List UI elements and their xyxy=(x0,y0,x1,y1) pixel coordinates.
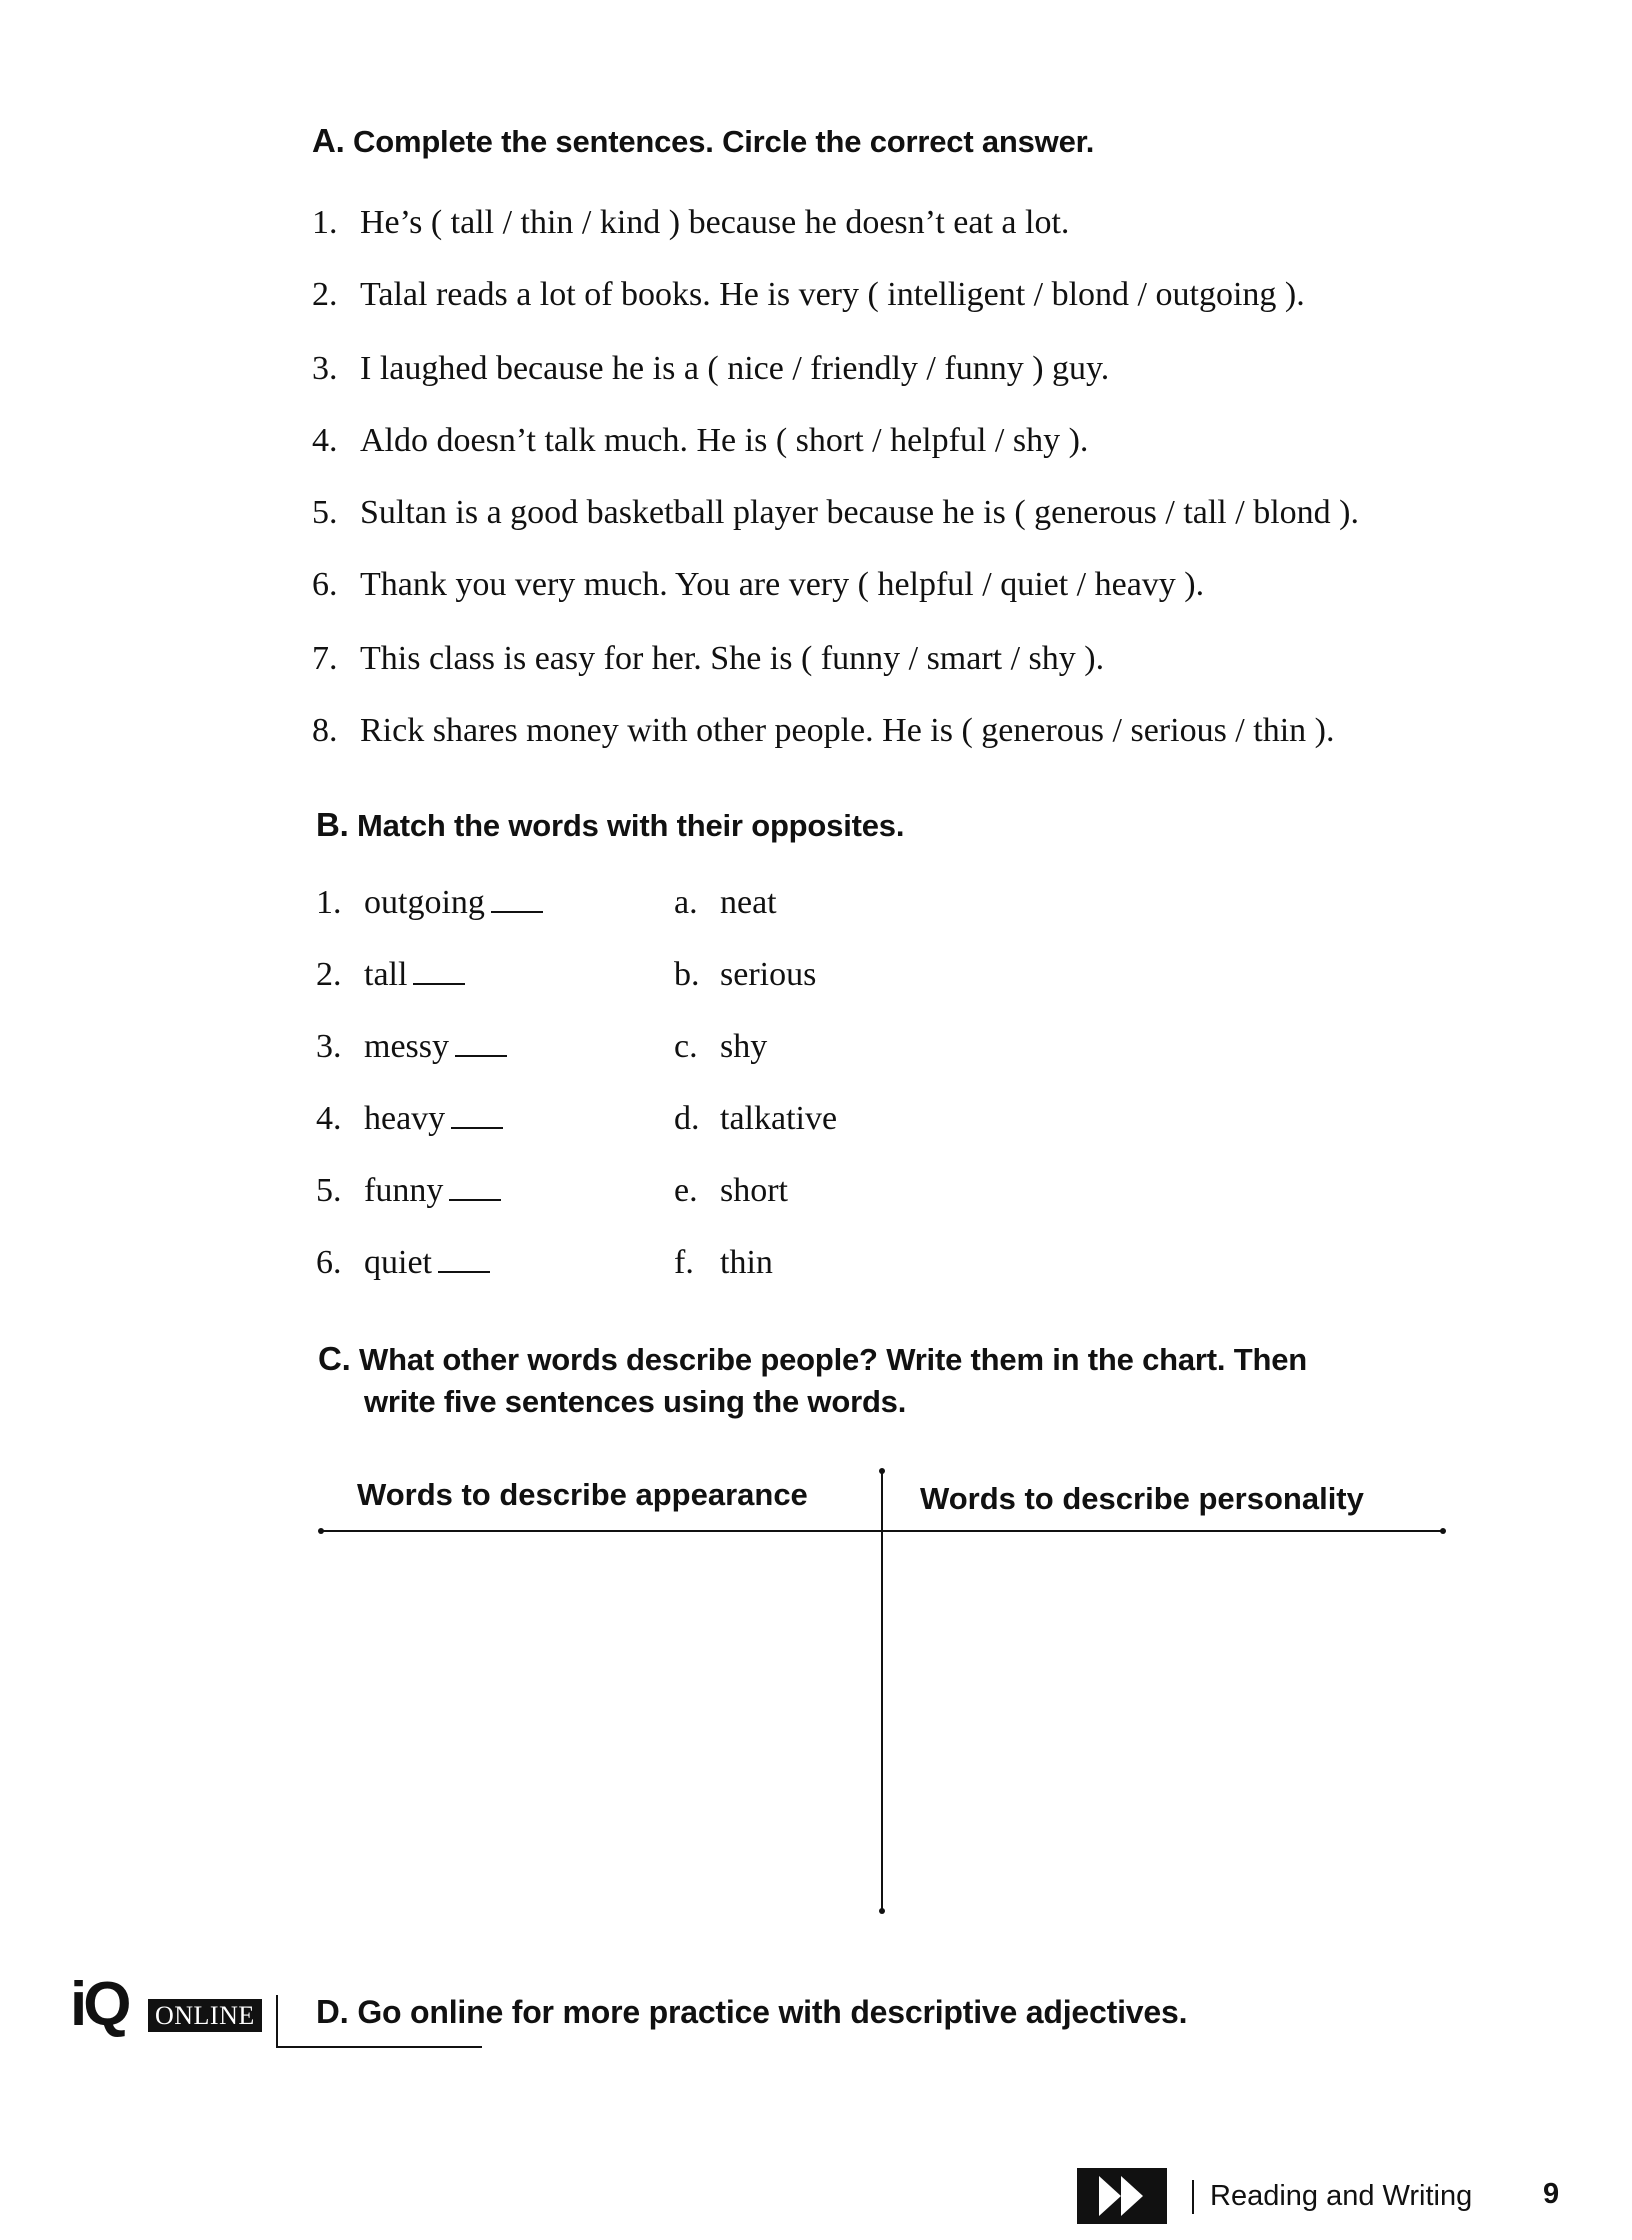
match-word-left xyxy=(316,884,543,922)
section-b-heading xyxy=(316,806,904,844)
match-number: 5. xyxy=(316,1172,342,1209)
online-badge: ONLINE xyxy=(148,1999,262,2032)
section-b-letter: B. xyxy=(316,806,349,843)
match-word-left xyxy=(316,1244,490,1282)
item-sentence: He’s ( tall / thin / kind ) because he doesn’t eat a lot. xyxy=(360,204,1070,241)
section-a-heading xyxy=(312,122,1094,160)
match-opposite: neat xyxy=(720,884,777,921)
section-a-item xyxy=(312,640,1104,678)
match-word-left xyxy=(316,956,465,994)
fast-forward-icon xyxy=(1077,2168,1167,2224)
match-number: 6. xyxy=(316,1244,342,1281)
match-word: funny xyxy=(364,1172,444,1209)
item-number: 8. xyxy=(312,712,338,749)
match-word-right xyxy=(674,1244,773,1282)
answer-blank[interactable] xyxy=(413,961,465,985)
item-sentence: This class is easy for her. She is ( funny / smart / shy ). xyxy=(360,640,1105,677)
chart-dot-left xyxy=(318,1528,324,1534)
match-number: 4. xyxy=(316,1100,342,1137)
section-c-letter: C. xyxy=(318,1340,351,1377)
iq-logo-text: iQ xyxy=(70,1970,128,2039)
section-a-item xyxy=(312,422,1088,460)
item-number: 1. xyxy=(312,204,338,241)
section-a-item xyxy=(312,204,1069,242)
chart-col-personality: Words to describe personality xyxy=(920,1481,1364,1516)
item-sentence: Talal reads a lot of books. He is very ( intelligent / blond / outgoing ). xyxy=(360,276,1305,313)
match-letter: c. xyxy=(674,1028,698,1065)
item-sentence: I laughed because he is a ( nice / friendly / funny ) guy. xyxy=(360,350,1110,387)
match-word-right xyxy=(674,1028,767,1066)
item-number: 7. xyxy=(312,640,338,677)
section-a-item xyxy=(312,350,1109,388)
chart-dot-top xyxy=(879,1468,885,1474)
item-sentence: Aldo doesn’t talk much. He is ( short / helpful / shy ). xyxy=(360,422,1089,459)
answer-blank[interactable] xyxy=(491,889,543,913)
item-number: 2. xyxy=(312,276,338,313)
match-opposite: short xyxy=(720,1172,788,1209)
match-word-right xyxy=(674,884,777,922)
item-number: 3. xyxy=(312,350,338,387)
match-word: tall xyxy=(364,956,408,993)
item-number: 4. xyxy=(312,422,338,459)
item-sentence: Sultan is a good basketball player because he is ( generous / tall / blond ). xyxy=(360,494,1359,531)
match-letter: d. xyxy=(674,1100,700,1137)
section-a-item xyxy=(312,566,1204,604)
answer-blank[interactable] xyxy=(438,1249,490,1273)
match-word: outgoing xyxy=(364,884,485,921)
answer-blank[interactable] xyxy=(455,1033,507,1057)
match-letter: a. xyxy=(674,884,698,921)
chart-col-appearance: Words to describe appearance xyxy=(357,1477,808,1512)
match-word-right xyxy=(674,1172,788,1210)
match-opposite: talkative xyxy=(720,1100,838,1137)
item-sentence: Thank you very much. You are very ( helpful / quiet / heavy ). xyxy=(360,566,1205,603)
section-c-heading xyxy=(318,1338,1307,1423)
section-d-bracket-horizontal xyxy=(276,2046,482,2048)
match-word: quiet xyxy=(364,1244,432,1281)
match-letter: f. xyxy=(674,1244,694,1281)
section-a-item xyxy=(312,712,1334,750)
section-c-instruction-line2: write five sentences using the words. xyxy=(364,1384,907,1419)
match-word-left xyxy=(316,1028,507,1066)
section-d-heading xyxy=(316,1993,1187,2031)
section-c-instruction-line1: What other words describe people? Write them in the chart. Then xyxy=(359,1342,1307,1377)
iq-online-logo xyxy=(70,1970,280,2045)
item-sentence: Rick shares money with other people. He is ( generous / serious / thin ). xyxy=(360,712,1335,749)
match-letter: b. xyxy=(674,956,700,993)
item-number: 6. xyxy=(312,566,338,603)
match-word-right xyxy=(674,956,816,994)
section-d-letter: D. xyxy=(316,1993,349,2030)
match-number: 1. xyxy=(316,884,342,921)
match-number: 2. xyxy=(316,956,342,993)
match-opposite: thin xyxy=(720,1244,773,1281)
section-d-instruction: Go online for more practice with descriptive adjectives. xyxy=(357,1994,1188,2030)
answer-blank[interactable] xyxy=(451,1105,503,1129)
footer-section-title: Reading and Writing xyxy=(1210,2180,1473,2212)
match-word-left xyxy=(316,1172,501,1210)
footer-divider xyxy=(1192,2180,1194,2214)
chart-dot-right xyxy=(1440,1528,1446,1534)
section-a-item xyxy=(312,494,1359,532)
match-word: heavy xyxy=(364,1100,446,1137)
item-number: 5. xyxy=(312,494,338,531)
section-a-letter: A. xyxy=(312,122,345,159)
section-a-item xyxy=(312,276,1305,314)
chart-vertical-line xyxy=(881,1470,883,1912)
match-word-right xyxy=(674,1100,837,1138)
section-a-instruction: Complete the sentences. Circle the correct answer. xyxy=(353,124,1095,159)
match-opposite: shy xyxy=(720,1028,768,1065)
page-number: 9 xyxy=(1543,2178,1560,2210)
match-word: messy xyxy=(364,1028,449,1065)
section-b-instruction: Match the words with their opposites. xyxy=(357,808,905,843)
chart-dot-bottom xyxy=(879,1908,885,1914)
match-number: 3. xyxy=(316,1028,342,1065)
section-d-bracket-vertical xyxy=(276,1995,278,2047)
match-letter: e. xyxy=(674,1172,698,1209)
match-opposite: serious xyxy=(720,956,817,993)
match-word-left xyxy=(316,1100,503,1138)
answer-blank[interactable] xyxy=(449,1177,501,1201)
